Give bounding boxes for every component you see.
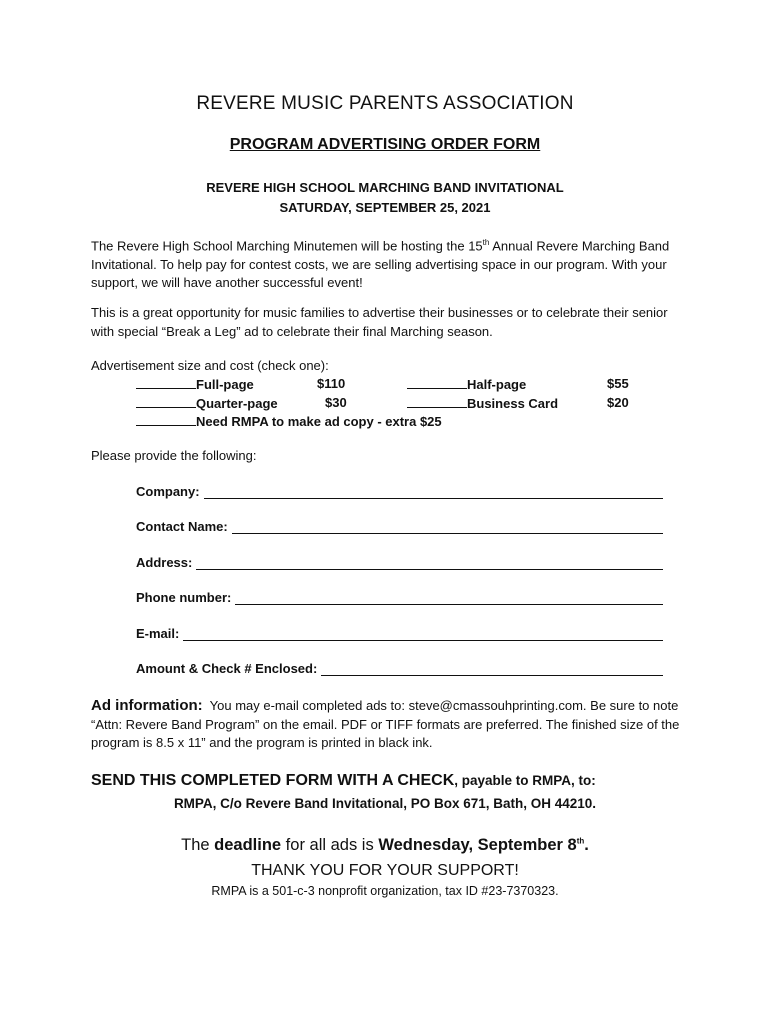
ad-information [91, 697, 691, 753]
field-label: Address: [136, 555, 193, 570]
amount-field[interactable] [136, 661, 663, 676]
intro-paragraph-1: The Revere High School Marching Minutemen will be hosting the 15th Annual Revere Marching Band Invitational. To help pay for contest costs, we are selling advertising space in our program. With your support, we will have another successful event! [91, 238, 670, 291]
ad-info-label: Ad information: [91, 697, 203, 714]
event-name: REVERE HIGH SCHOOL MARCHING BAND INVITATIONAL [206, 180, 564, 195]
checkbox-blank[interactable] [136, 413, 196, 426]
option-business-card[interactable]: Business Card [407, 395, 558, 411]
price-full-page: $110 [317, 376, 346, 391]
intro-paragraph-2: This is a great opportunity for music families to advertise their businesses or to celebrate their senior with special “Break a Leg” ad to celebrate their final Marching season. [91, 305, 668, 339]
send-instruction: SEND THIS COMPLETED FORM WITH A CHECK, payable to RMPA, to: [91, 772, 596, 789]
price-quarter-page: $30 [325, 395, 347, 410]
email-input-line[interactable] [183, 629, 663, 641]
ad-info-text: You may e-mail completed ads to: steve@cmassouhprinting.com. Be sure to note “Attn: Revere Band Program” on the email. PDF or TIFF formats are preferred. The finished size of the program is 8.5 x 11” and the program is printed in black ink. [91, 698, 680, 750]
checkbox-blank[interactable] [136, 395, 196, 408]
amount-input-line[interactable] [321, 664, 663, 676]
event-date: SATURDAY, SEPTEMBER 25, 2021 [279, 200, 491, 215]
address-field[interactable] [136, 555, 663, 570]
checkbox-blank[interactable] [407, 376, 467, 389]
field-label: Amount & Check # Enclosed: [136, 661, 318, 676]
checkbox-blank[interactable] [407, 395, 467, 408]
phone-input-line[interactable] [235, 593, 663, 605]
price-half-page: $55 [607, 376, 629, 391]
field-label: Contact Name: [136, 519, 228, 534]
option-ad-copy[interactable]: Need RMPA to make ad copy - extra $25 [136, 413, 442, 429]
deadline-note: The deadline for all ads is Wednesday, September 8th. [181, 836, 589, 854]
provide-label: Please provide the following: [91, 448, 257, 463]
option-quarter-page[interactable]: Quarter-page [136, 395, 278, 411]
contact-name-input-line[interactable] [232, 522, 663, 534]
field-label: Company: [136, 484, 200, 499]
company-field[interactable] [136, 484, 663, 499]
address-input-line[interactable] [196, 558, 663, 570]
option-half-page[interactable]: Half-page [407, 376, 526, 392]
option-full-page[interactable]: Full-page [136, 376, 254, 392]
company-input-line[interactable] [204, 487, 663, 499]
page-title: REVERE MUSIC PARENTS ASSOCIATION [196, 93, 574, 114]
phone-field[interactable] [136, 590, 663, 605]
mailing-address: RMPA, C/o Revere Band Invitational, PO Box 671, Bath, OH 44210. [173, 796, 597, 811]
thank-you: THANK YOU FOR YOUR SUPPORT! [251, 862, 519, 879]
email-field[interactable] [136, 626, 663, 641]
ad-size-label: Advertisement size and cost (check one): [91, 358, 329, 373]
form-subtitle: PROGRAM ADVERTISING ORDER FORM [229, 136, 541, 153]
price-business-card: $20 [607, 395, 629, 410]
field-label: Phone number: [136, 590, 232, 605]
contact-name-field[interactable] [136, 519, 663, 534]
tax-id-note: RMPA is a 501-c-3 nonprofit organization, tax ID #23-7370323. [211, 884, 559, 898]
checkbox-blank[interactable] [136, 376, 196, 389]
field-label: E-mail: [136, 626, 180, 641]
